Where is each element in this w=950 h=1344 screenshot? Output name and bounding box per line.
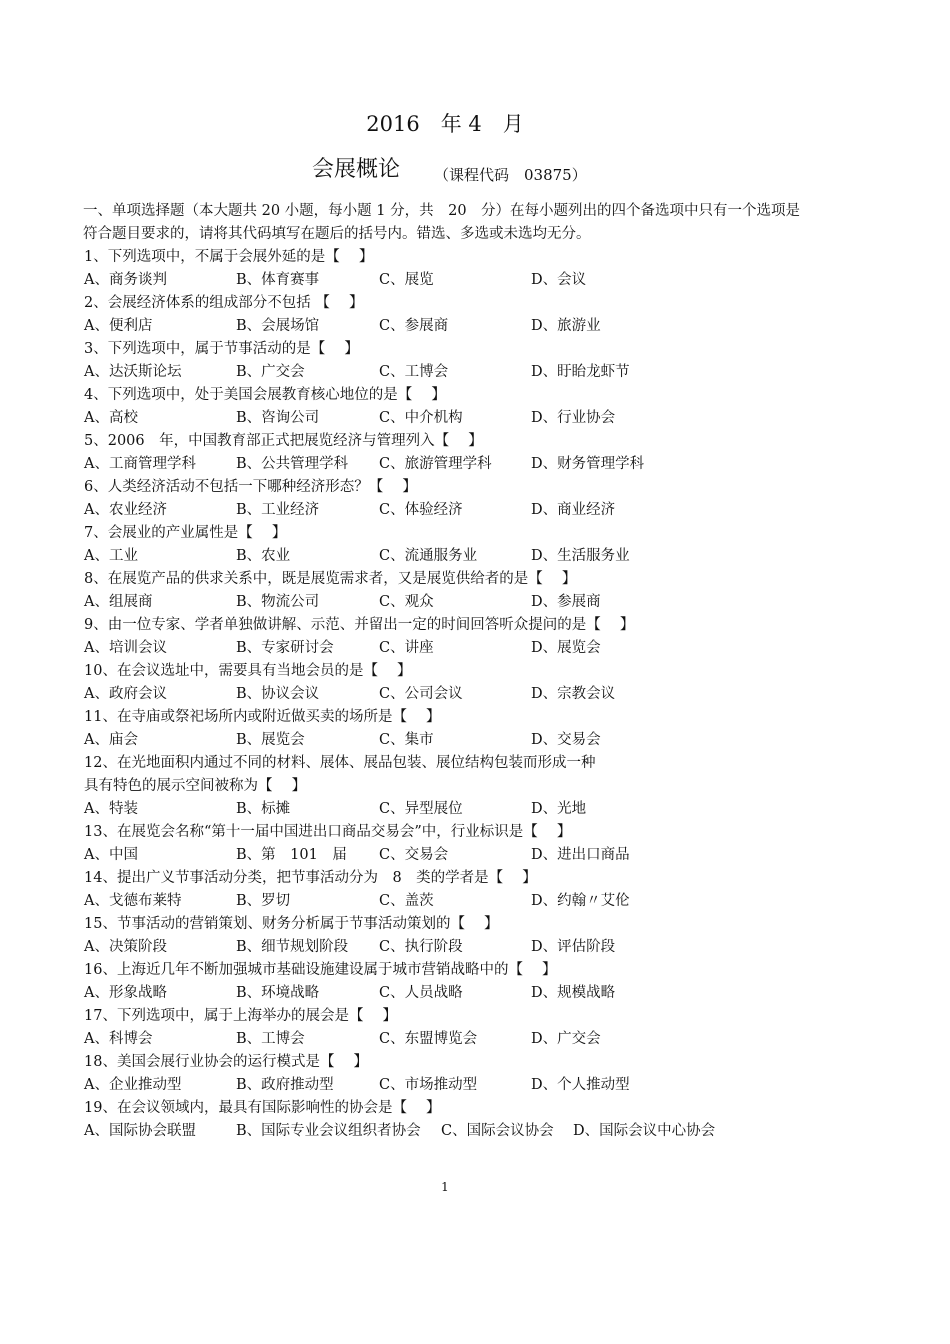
question-stem: 5、2006 年，中国教育部正式把展览经济与管理列入【 】 bbox=[84, 433, 483, 449]
options-row bbox=[84, 453, 904, 476]
option-a: A、组展商 bbox=[84, 594, 153, 610]
option-d: D、国际会议中心协会 bbox=[573, 1123, 716, 1139]
option-b: B、展览会 bbox=[236, 732, 305, 748]
option-d: D、生活服务业 bbox=[531, 548, 630, 564]
options-row bbox=[84, 1120, 904, 1143]
option-d: D、宗教会议 bbox=[531, 686, 616, 702]
option-a: A、庙会 bbox=[84, 732, 138, 748]
option-c: C、体验经济 bbox=[379, 502, 463, 518]
options-row bbox=[84, 407, 904, 430]
option-c: C、市场推动型 bbox=[379, 1077, 478, 1093]
option-d: D、约翰〃艾伦 bbox=[531, 893, 630, 909]
option-d: D、广交会 bbox=[531, 1031, 601, 1047]
option-b: B、物流公司 bbox=[236, 594, 320, 610]
option-b: B、公共管理学科 bbox=[236, 456, 349, 472]
option-c: C、参展商 bbox=[379, 318, 449, 334]
option-b: B、政府推动型 bbox=[236, 1077, 334, 1093]
page-number: 1 bbox=[441, 1180, 449, 1194]
exam-title: 会展概论 bbox=[312, 157, 401, 182]
option-d: D、财务管理学科 bbox=[531, 456, 645, 472]
question-stem: 18、美国会展行业协会的运行模式是【 】 bbox=[84, 1054, 369, 1070]
option-c: C、异型展位 bbox=[379, 801, 463, 817]
option-a: A、政府会议 bbox=[84, 686, 167, 702]
options-row bbox=[84, 798, 904, 821]
option-a: A、农业经济 bbox=[84, 502, 167, 518]
question-stem: 12、在光地面积内通过不同的材料、展体、展品包装、展位结构包装而形成一种 bbox=[84, 755, 596, 771]
option-b: B、细节规划阶段 bbox=[236, 939, 349, 955]
option-d: D、参展商 bbox=[531, 594, 601, 610]
option-b: B、专家研讨会 bbox=[236, 640, 334, 656]
options-row bbox=[84, 591, 904, 614]
option-a: A、培训会议 bbox=[84, 640, 167, 656]
option-a: A、便利店 bbox=[84, 318, 153, 334]
option-b: B、工业经济 bbox=[236, 502, 320, 518]
question-stem: 10、在会议选址中，需要具有当地会员的是【 】 bbox=[84, 663, 412, 679]
option-b: B、环境战略 bbox=[236, 985, 320, 1001]
option-b: B、国际专业会议组织者协会 bbox=[236, 1123, 421, 1139]
option-c: C、工博会 bbox=[379, 364, 449, 380]
question-stem: 13、在展览会名称“第十一届中国进出口商品交易会”中，行业标识是【 】 bbox=[84, 824, 572, 840]
option-b: B、会展场馆 bbox=[236, 318, 320, 334]
option-c: C、展览 bbox=[379, 272, 434, 288]
question-stem: 4、下列选项中，处于美国会展教育核心地位的是【 】 bbox=[84, 387, 446, 403]
option-a: A、戈德布莱特 bbox=[84, 893, 182, 909]
option-d: D、光地 bbox=[531, 801, 587, 817]
options-row bbox=[84, 890, 904, 913]
option-a: A、中国 bbox=[84, 847, 138, 863]
option-b: B、协议会议 bbox=[236, 686, 320, 702]
question-stem: 7、会展业的产业属性是【 】 bbox=[84, 525, 287, 541]
option-d: D、个人推动型 bbox=[531, 1077, 630, 1093]
options-row bbox=[84, 361, 904, 384]
option-b: B、广交会 bbox=[236, 364, 305, 380]
option-d: D、行业协会 bbox=[531, 410, 616, 426]
question-stem: 15、节事活动的营销策划、财务分析属于节事活动策划的【 】 bbox=[84, 916, 499, 932]
option-b: B、标摊 bbox=[236, 801, 291, 817]
option-c: C、盖茨 bbox=[379, 893, 434, 909]
options-row bbox=[84, 637, 904, 660]
option-c: C、观众 bbox=[379, 594, 434, 610]
option-a: A、高校 bbox=[84, 410, 138, 426]
question-stem: 17、下列选项中，属于上海举办的展会是【 】 bbox=[84, 1008, 398, 1024]
question-stem: 16、上海近几年不断加强城市基础设施建设属于城市营销战略中的【 】 bbox=[84, 962, 557, 978]
question-stem: 14、提出广义节事活动分类，把节事活动分为 8 类的学者是【 】 bbox=[84, 870, 537, 886]
option-d: D、旅游业 bbox=[531, 318, 601, 334]
question-stem: 2、会展经济体系的组成部分不包括 【 】 bbox=[84, 295, 364, 311]
options-row bbox=[84, 545, 904, 568]
option-b: B、工博会 bbox=[236, 1031, 305, 1047]
option-d: D、评估阶段 bbox=[531, 939, 616, 955]
question-stem: 11、在寺庙或祭祀场所内或附近做买卖的场所是【 】 bbox=[84, 709, 441, 725]
option-c: C、执行阶段 bbox=[379, 939, 463, 955]
option-c: C、人员战略 bbox=[379, 985, 463, 1001]
course-code: （课程代码 03875） bbox=[434, 166, 587, 184]
option-a: A、特装 bbox=[84, 801, 138, 817]
option-a: A、工业 bbox=[84, 548, 138, 564]
option-c: C、中介机构 bbox=[379, 410, 463, 426]
options-row bbox=[84, 269, 904, 292]
options-row bbox=[84, 499, 904, 522]
option-a: A、形象战略 bbox=[84, 985, 167, 1001]
option-a: A、科博会 bbox=[84, 1031, 153, 1047]
option-c: C、国际会议协会 bbox=[441, 1123, 554, 1139]
options-row bbox=[84, 729, 904, 752]
option-d: D、展览会 bbox=[531, 640, 601, 656]
options-row bbox=[84, 982, 904, 1005]
option-c: C、流通服务业 bbox=[379, 548, 478, 564]
question-stem: 8、在展览产品的供求关系中，既是展览需求者，又是展览供给者的是【 】 bbox=[84, 571, 577, 587]
option-d: D、商业经济 bbox=[531, 502, 616, 518]
question-stem: 3、下列选项中，属于节事活动的是【 】 bbox=[84, 341, 359, 357]
question-list bbox=[84, 246, 904, 1143]
option-c: C、旅游管理学科 bbox=[379, 456, 492, 472]
options-row bbox=[84, 1074, 904, 1097]
option-a: A、决策阶段 bbox=[84, 939, 167, 955]
option-d: D、进出口商品 bbox=[531, 847, 630, 863]
option-b: B、咨询公司 bbox=[236, 410, 320, 426]
option-a: A、达沃斯论坛 bbox=[84, 364, 182, 380]
options-row bbox=[84, 1028, 904, 1051]
option-c: C、东盟博览会 bbox=[379, 1031, 478, 1047]
exam-date: 2016 年 4 月 bbox=[366, 112, 524, 136]
options-row bbox=[84, 936, 904, 959]
question-stem: 1、下列选项中，不属于会展外延的是【 】 bbox=[84, 249, 374, 265]
option-b: B、农业 bbox=[236, 548, 291, 564]
option-c: C、讲座 bbox=[379, 640, 434, 656]
option-a: A、商务谈判 bbox=[84, 272, 167, 288]
option-d: D、盱眙龙虾节 bbox=[531, 364, 630, 380]
option-a: A、工商管理学科 bbox=[84, 456, 196, 472]
option-d: D、规模战略 bbox=[531, 985, 616, 1001]
option-c: C、交易会 bbox=[379, 847, 449, 863]
option-b: B、体育赛事 bbox=[236, 272, 320, 288]
option-a: A、企业推动型 bbox=[84, 1077, 182, 1093]
option-c: C、集市 bbox=[379, 732, 434, 748]
option-d: D、交易会 bbox=[531, 732, 601, 748]
question-stem: 19、在会议领域内，最具有国际影响性的协会是【 】 bbox=[84, 1100, 441, 1116]
option-b: B、罗切 bbox=[236, 893, 291, 909]
options-row bbox=[84, 844, 904, 867]
option-b: B、第 101 届 bbox=[236, 847, 347, 863]
question-stem: 9、由一位专家、学者单独做讲解、示范、并留出一定的时间回答听众提问的是【 】 bbox=[84, 617, 635, 633]
section-instructions: 一、单项选择题（本大题共 20 小题，每小题 1 分，共 20 分）在每小题列出的四个备选项中只有一个选项是符合题目要求的，请将其代码填写在题后的括号内。错选、多选或未选均无分。 bbox=[83, 203, 801, 242]
option-c: C、公司会议 bbox=[379, 686, 463, 702]
options-row bbox=[84, 315, 904, 338]
option-d: D、会议 bbox=[531, 272, 587, 288]
options-row bbox=[84, 683, 904, 706]
option-a: A、国际协会联盟 bbox=[84, 1123, 196, 1139]
question-stem-continued: 具有特色的展示空间被称为【 】 bbox=[84, 778, 307, 794]
question-stem: 6、人类经济活动不包括一下哪种经济形态？【 】 bbox=[84, 479, 417, 495]
